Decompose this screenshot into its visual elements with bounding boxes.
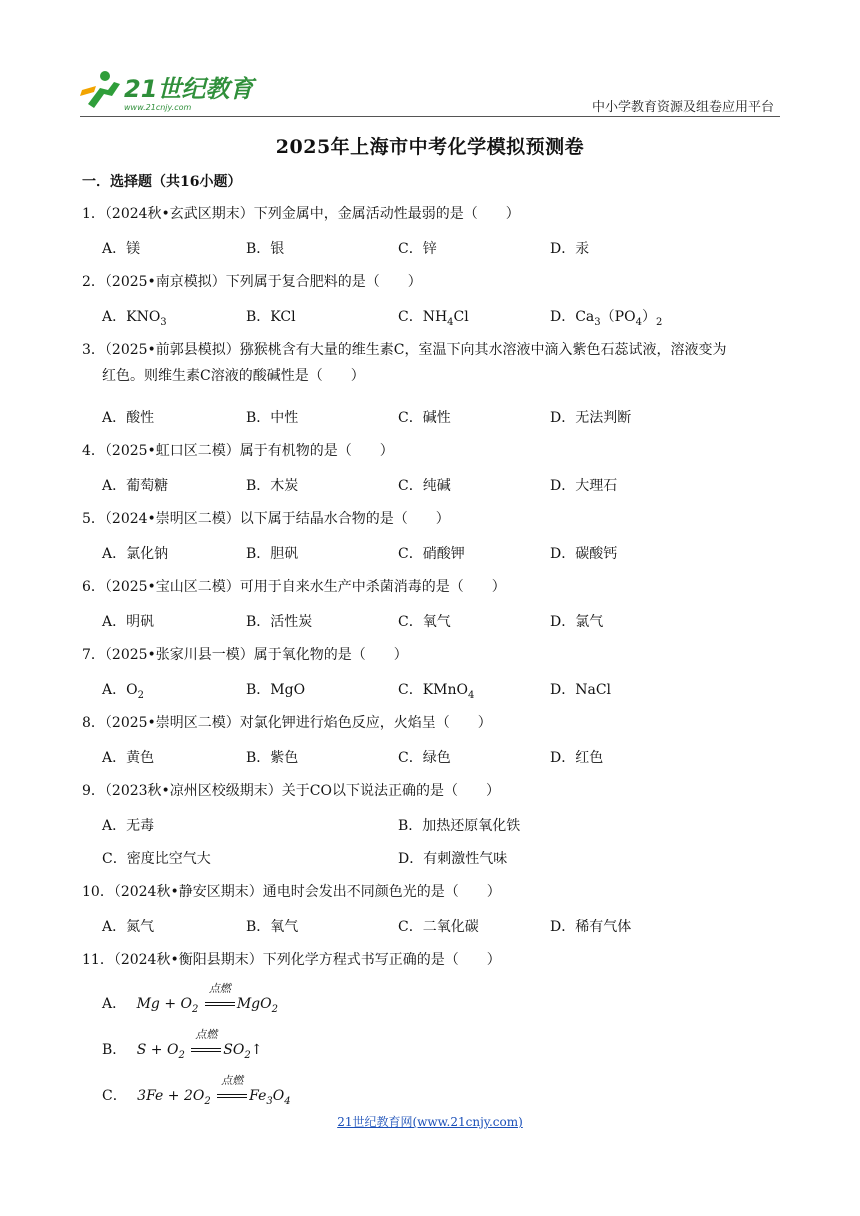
option-c[interactable]: C． $3Fe + 2O_2$ 点燃 $Fe_3O_4$: [102, 1074, 291, 1107]
question-9: 9．（2023秋•凉州区校级期末）关于CO以下说法正确的是（ ）: [82, 783, 500, 799]
reaction-condition: 点燃: [191, 1042, 221, 1058]
option-d[interactable]: D．氯气: [550, 614, 604, 630]
svg-text:www.21cnjy.com: www.21cnjy.com: [124, 103, 192, 112]
question-4: 4．（2025•虹口区二模）属于有机物的是（ ）: [82, 443, 394, 459]
option-b[interactable]: B．中性: [246, 410, 299, 426]
logo: [78, 66, 258, 116]
option-d[interactable]: D．红色: [550, 750, 604, 766]
question-7: 7．（2025•张家川县一模）属于氧化物的是（ ）: [82, 647, 408, 663]
equation-c: $3Fe + 2O_2$ 点燃 $Fe_3O_4$: [137, 1074, 291, 1107]
site-name: 中小学教育资源及组卷应用平台: [591, 100, 774, 115]
page-title: 2025年上海市中考化学模拟预测卷: [275, 136, 585, 158]
option-a[interactable]: A． $Mg + O_2$ 点燃 MgO$_2$: [102, 982, 278, 1015]
option-b[interactable]: B．紫色: [246, 750, 299, 766]
option-d[interactable]: D．稀有气体: [550, 919, 632, 935]
option-a[interactable]: A．酸性: [102, 410, 155, 426]
option-b[interactable]: B．MgO: [246, 682, 306, 698]
option-b[interactable]: B．银: [246, 241, 285, 257]
option-b[interactable]: B． $S + O_2$ 点燃 $SO_2↑$: [102, 1028, 263, 1061]
option-a[interactable]: A．氯化钠: [102, 546, 169, 562]
option-b[interactable]: B．活性炭: [246, 614, 313, 630]
option-d[interactable]: D．$Ca_3(PO_4)_2$: [550, 309, 663, 328]
option-d[interactable]: D．碳酸钙: [550, 546, 618, 562]
question-1: 1．（2024秋•玄武区期末）下列金属中，金属活动性最弱的是（ ）: [82, 206, 520, 222]
option-a[interactable]: A．葡萄糖: [102, 478, 169, 494]
option-d[interactable]: D．大理石: [550, 478, 618, 494]
option-a[interactable]: A．无毒: [102, 818, 155, 834]
option-a[interactable]: A．明矾: [102, 614, 155, 630]
option-d[interactable]: D．有刺激性气味: [398, 851, 508, 867]
option-b[interactable]: B．氧气: [246, 919, 299, 935]
reaction-condition: 点燃: [205, 996, 235, 1012]
footer-link[interactable]: 21世纪教育网(www.21cnjy.com): [337, 1115, 523, 1129]
question-5: 5．（2024•崇明区二模）以下属于结晶水合物的是（ ）: [82, 511, 450, 527]
option-c[interactable]: C．锌: [398, 241, 437, 257]
header-divider: [80, 116, 780, 117]
question-6: 6．（2025•宝山区二模）可用于自来水生产中杀菌消毒的是（ ）: [82, 579, 506, 595]
option-c[interactable]: C．绿色: [398, 750, 451, 766]
option-c[interactable]: C．$NH_4Cl$: [398, 309, 469, 328]
option-b[interactable]: B．KCl: [246, 309, 296, 325]
equation-b: $S + O_2$ 点燃 $SO_2↑$: [136, 1028, 263, 1061]
runner-icon: [80, 71, 120, 108]
option-a[interactable]: A．$KNO_3$: [102, 309, 167, 328]
reaction-condition: 点燃: [217, 1088, 247, 1104]
svg-text:21世纪教育: 21世纪教育: [124, 75, 254, 103]
option-a[interactable]: A．镁: [102, 241, 141, 257]
option-b[interactable]: B．木炭: [246, 478, 299, 494]
equation-a: $Mg + O_2$ 点燃 MgO$_2$: [136, 982, 278, 1015]
option-a[interactable]: A．氮气: [102, 919, 155, 935]
option-c[interactable]: C．二氧化碳: [398, 919, 479, 935]
option-c[interactable]: C．硝酸钾: [398, 546, 465, 562]
option-c[interactable]: C．氧气: [398, 614, 451, 630]
option-c[interactable]: C．KMnO$_4$: [398, 682, 475, 701]
option-b[interactable]: B．加热还原氧化铁: [398, 818, 521, 834]
question-10: 10．（2024秋•静安区期末）通电时会发出不同颜色光的是（ ）: [82, 884, 501, 900]
option-d[interactable]: D．汞: [550, 241, 590, 257]
footer: [0, 1113, 860, 1130]
question-2: 2．（2025•南京模拟）下列属于复合肥料的是（ ）: [82, 274, 422, 290]
option-b[interactable]: B．胆矾: [246, 546, 299, 562]
option-d[interactable]: D．无法判断: [550, 410, 632, 426]
question-8: 8．（2025•崇明区二模）对氯化钾进行焰色反应，火焰呈（ ）: [82, 715, 492, 731]
option-c[interactable]: C．密度比空气大: [102, 851, 211, 867]
option-d[interactable]: D．NaCl: [550, 682, 612, 698]
option-c[interactable]: C．碱性: [398, 410, 451, 426]
option-a[interactable]: A．$O_2$: [102, 682, 144, 701]
question-3: 3．（2025•前郭县模拟）猕猴桃含有大量的维生素C，室温下向其水溶液中滴入紫色石蕊试液，溶液变为 红色。则维生素C溶液的酸碱性是（ ）: [82, 342, 727, 384]
section-heading: 一．选择题（共16小题）: [82, 174, 242, 190]
option-c[interactable]: C．纯碱: [398, 478, 451, 494]
question-11: 11．（2024秋•衡阳县期末）下列化学方程式书写正确的是（ ）: [82, 952, 501, 968]
option-a[interactable]: A．黄色: [102, 750, 155, 766]
gas-arrow-icon: ↑: [250, 1042, 263, 1058]
